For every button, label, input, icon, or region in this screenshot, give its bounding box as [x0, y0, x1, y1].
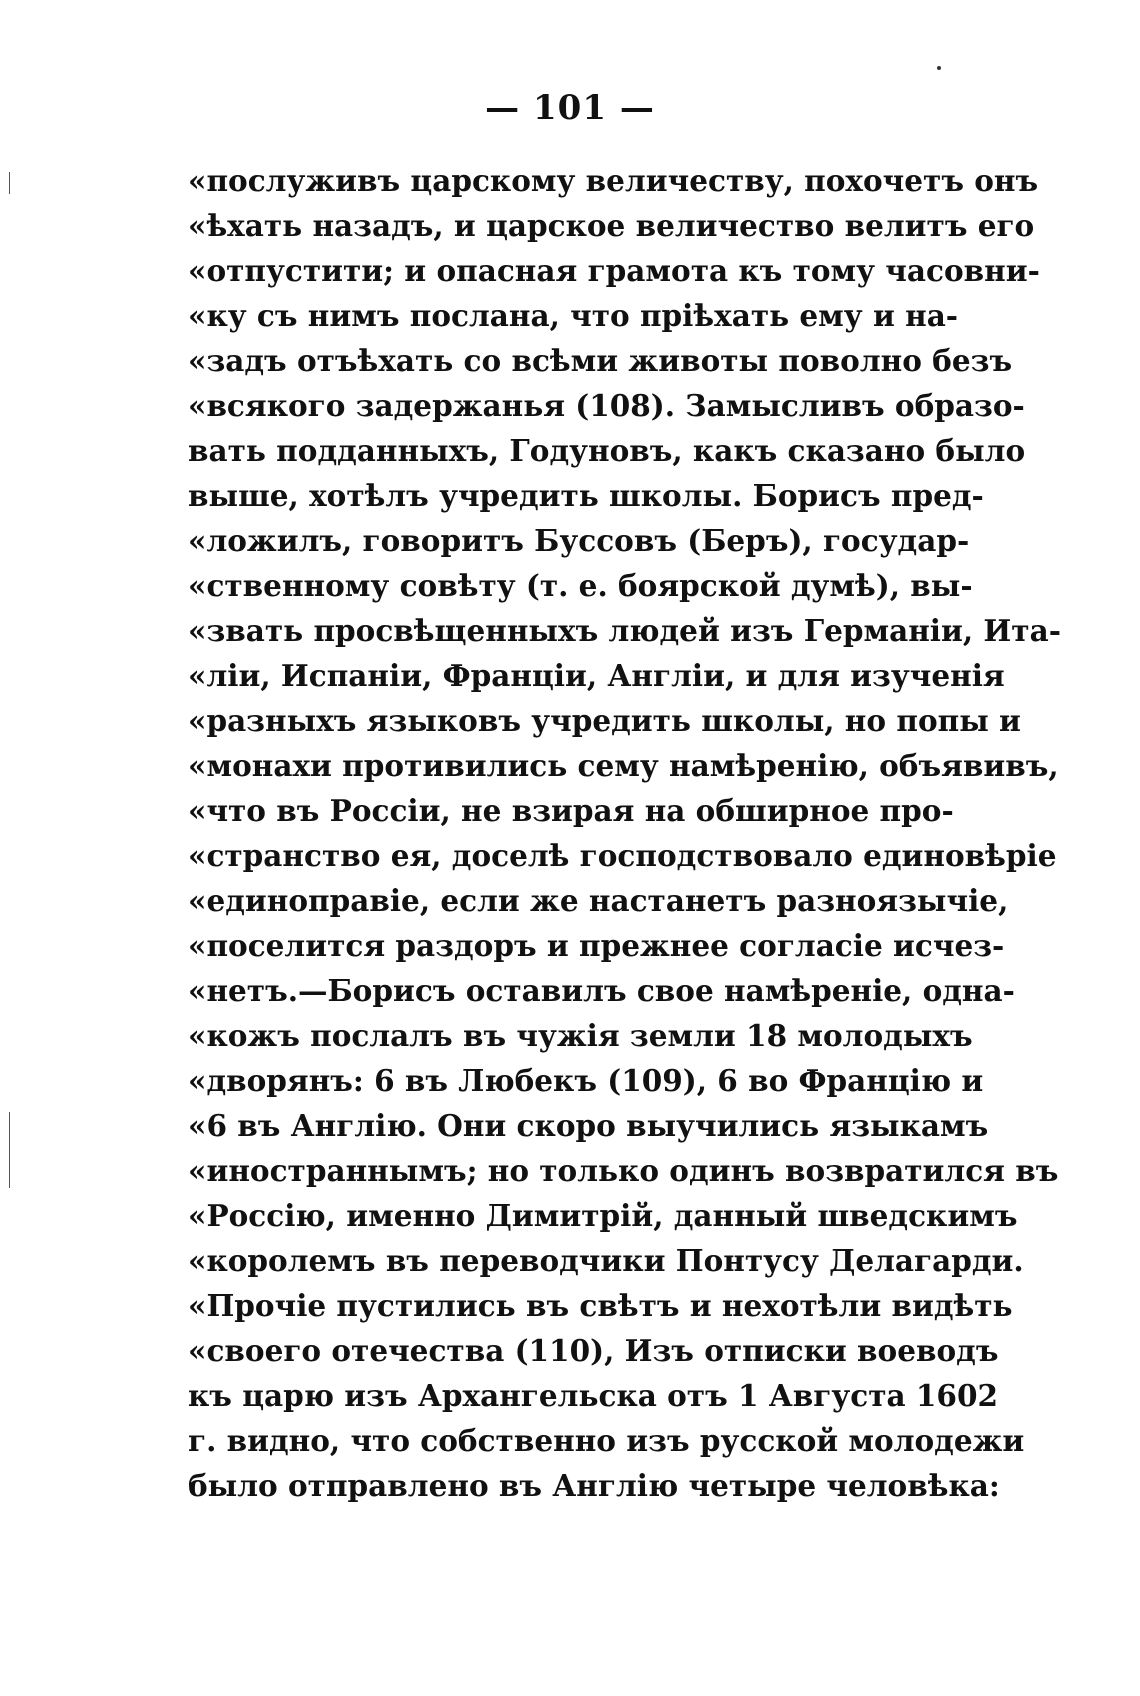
text-line: къ царю изъ Архангельска отъ 1 Августа 1602 [188, 1378, 998, 1413]
text-line: «иностраннымъ; но только одинъ возвратился въ [188, 1153, 1059, 1188]
text-line: «отпустити; и опасная грамота къ тому часовни- [188, 253, 1040, 288]
left-margin-scan-mark [9, 1112, 10, 1188]
text-line: «своего отечества (110), Изъ отписки воеводъ [188, 1333, 999, 1368]
text-line: «всякого задержанья (108). Замысливъ образо- [188, 388, 1025, 423]
text-line: «странство ея, доселѣ господствовало единовѣріе [188, 838, 1057, 873]
text-line: «кожъ послалъ въ чужія земли 18 молодыхъ [188, 1018, 973, 1053]
text-line: «единоправіе, если же настанетъ разноязычіе, [188, 883, 1009, 918]
text-line: «ку съ нимъ послана, что пріѣхать ему и на- [188, 298, 959, 333]
text-line: «ліи, Испаніи, Франціи, Англіи, и для изученія [188, 658, 1005, 693]
text-line: выше, хотѣлъ учредить школы. Борисъ пред- [188, 478, 984, 513]
text-line: вать подданныхъ, Годуновъ, какъ сказано было [188, 433, 1026, 468]
text-line: «разныхъ языковъ учредить школы, но попы и [188, 703, 1021, 738]
text-line: «Россію, именно Димитрій, данный шведскимъ [188, 1198, 1018, 1233]
text-line: «монахи противились сему намѣренію, объявивъ, [188, 748, 1059, 783]
scan-speck [937, 66, 941, 70]
text-line: «поселится раздоръ и прежнее согласіе исчез- [188, 928, 1005, 963]
text-line: было отправлено въ Англію четыре человѣка: [188, 1468, 1000, 1503]
text-line: «послуживъ царскому величеству, похочетъ онъ [188, 163, 1039, 198]
text-line: «ственному совѣту (т. е. боярской думѣ), вы- [188, 568, 973, 603]
text-line: «Прочіе пустились въ свѣтъ и нехотѣли видѣть [188, 1288, 1013, 1323]
body-text [188, 158, 1061, 1508]
text-line: «звать просвѣщенныхъ людей изъ Германіи, Ита- [188, 613, 1061, 648]
text-line: г. видно, что собственно изъ русской молодежи [188, 1423, 1025, 1458]
text-line: «ѣхать назадъ, и царское величество велитъ его [188, 208, 1035, 243]
text-line: «задъ отъѣхать со всѣми животы поволно безъ [188, 343, 1013, 378]
left-margin-scan-mark [9, 172, 10, 194]
text-line: «6 въ Англію. Они скоро выучились языкамъ [188, 1108, 989, 1143]
text-line: «что въ Россіи, не взирая на обширное про- [188, 793, 954, 828]
text-line: «дворянъ: 6 въ Любекъ (109), 6 во Францію и [188, 1063, 984, 1098]
page-number: — 101 — [485, 88, 655, 128]
text-line: «нетъ.—Борисъ оставилъ свое намѣреніе, одна- [188, 973, 1015, 1008]
text-line: «ложилъ, говоритъ Буссовъ (Беръ), государ- [188, 523, 970, 558]
text-line: «королемъ въ переводчики Понтусу Делагарди. [188, 1243, 1024, 1278]
